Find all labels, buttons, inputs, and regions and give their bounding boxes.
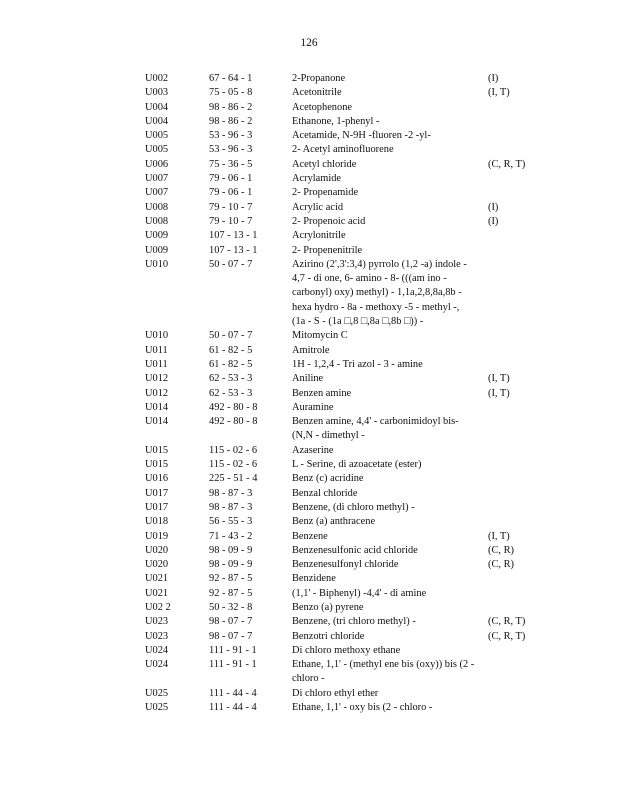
waste-code: U008: [145, 201, 169, 213]
substance-name: [292, 587, 488, 601]
cas-number: 75 - 36 - 5: [209, 158, 253, 170]
substance-name: [292, 72, 488, 86]
substance-name-line: Mitomycin C: [292, 330, 348, 342]
cas-number: 67 - 64 - 1: [209, 73, 253, 84]
table-row: [145, 372, 545, 386]
hazard-code: (C, R): [488, 544, 514, 556]
hazard-code: [488, 401, 545, 415]
substance-name-line: Benzidene: [292, 573, 336, 585]
hazard-code: [488, 458, 545, 472]
waste-code: U005: [145, 144, 169, 156]
cas-number: 111 - 44 - 4: [209, 702, 257, 714]
substance-name-line: Auramine: [292, 401, 334, 413]
substance-name: [292, 515, 488, 529]
waste-code: U010: [145, 258, 169, 270]
table-row: [145, 544, 545, 558]
waste-code: U025: [145, 687, 169, 699]
hazard-code: [488, 258, 545, 329]
cas-number: 92 - 87 - 5: [209, 573, 253, 585]
substance-name-line: Benzo (a) pyrene: [292, 601, 364, 613]
hazard-code: (I, T): [488, 87, 510, 99]
substance-name-line: Acetophenone: [292, 101, 353, 113]
substance-name: [292, 601, 488, 615]
cas-number: 98 - 09 - 9: [209, 544, 253, 556]
waste-code: U012: [145, 373, 169, 385]
cas-number: 61 - 82 - 5: [209, 344, 253, 356]
cas-number: 56 - 55 - 3: [209, 516, 253, 528]
cas-number: 98 - 86 - 2: [209, 101, 253, 113]
waste-code: U004: [145, 115, 169, 127]
cas-number: 71 - 43 - 2: [209, 530, 253, 542]
table-row: [145, 401, 545, 415]
substance-name: [292, 329, 488, 343]
substance-name-line: Benzen amine, 4,4' - carbonimidoyl bis-: [292, 416, 459, 428]
table-row: [145, 515, 545, 529]
cas-number: 53 - 96 - 3: [209, 144, 253, 156]
substance-name-line: Di chloro ethyl ether: [292, 687, 379, 699]
waste-code: U018: [145, 516, 169, 528]
substance-name: [292, 487, 488, 501]
cas-number: 50 - 07 - 7: [209, 258, 253, 270]
substance-name-line: L - Serine, di azoacetate (ester): [292, 459, 422, 471]
table-row: [145, 143, 545, 157]
cas-number: 62 - 53 - 3: [209, 387, 253, 399]
substance-name: [292, 258, 488, 329]
substance-name-line: 1H - 1,2,4 - Tri azol - 3 - amine: [292, 358, 423, 370]
substance-name: [292, 358, 488, 372]
substance-name-line: Amitrole: [292, 344, 330, 356]
substance-name: [292, 201, 488, 215]
hazard-code: (C, R): [488, 559, 514, 571]
hazard-code: [488, 515, 545, 529]
waste-code: U009: [145, 230, 169, 242]
substance-name: [292, 701, 488, 715]
substance-name-line: Acrylic acid: [292, 201, 344, 213]
substance-name: [292, 644, 488, 658]
hazard-code: [488, 501, 545, 515]
cas-number: 79 - 10 - 7: [209, 201, 253, 213]
substance-name: [292, 687, 488, 701]
waste-code: U023: [145, 630, 169, 642]
waste-code: U017: [145, 501, 169, 513]
cas-number: 98 - 09 - 9: [209, 559, 253, 571]
table-row: [145, 501, 545, 515]
substance-name: [292, 372, 488, 386]
substance-name: [292, 544, 488, 558]
waste-code: U010: [145, 330, 169, 342]
waste-code: U014: [145, 401, 169, 413]
substance-name-line: Acrylonitrile: [292, 230, 346, 242]
substance-name-line: Acetamide, N-9H -fluoren -2 -yl-: [292, 130, 431, 142]
substance-name: [292, 101, 488, 115]
substance-name-line: Benz (a) anthracene: [292, 516, 376, 528]
substance-name: [292, 501, 488, 515]
waste-code: U006: [145, 158, 169, 170]
substance-name: [292, 658, 488, 687]
substance-name-line: 2- Acetyl aminofluorene: [292, 144, 394, 156]
waste-code: U015: [145, 444, 169, 456]
table-row: [145, 644, 545, 658]
page-number: 126: [300, 37, 318, 49]
waste-code: U016: [145, 473, 169, 485]
hazard-code: [488, 329, 545, 343]
hazard-code: [488, 244, 545, 258]
cas-number: 107 - 13 - 1: [209, 244, 258, 256]
table-row: [145, 530, 545, 544]
hazard-code: (C, R, T): [488, 616, 526, 628]
hazard-code: (C, R, T): [488, 158, 526, 170]
table-row: [145, 687, 545, 701]
cas-number: 50 - 07 - 7: [209, 330, 253, 342]
waste-code: U007: [145, 173, 169, 185]
substance-name: [292, 244, 488, 258]
substance-name: [292, 444, 488, 458]
substance-name: [292, 558, 488, 572]
hazard-code: (I, T): [488, 387, 510, 399]
table-row: [145, 415, 545, 444]
hazardous-waste-table: [145, 72, 545, 715]
substance-name-line: Benzene, (tri chloro methyl) -: [292, 616, 416, 628]
substance-name-line: Benzenesulfonic acid chloride: [292, 544, 418, 556]
substance-name-line: Benzenesulfonyl chloride: [292, 559, 399, 571]
table-row: [145, 444, 545, 458]
substance-name-line: Benzen amine: [292, 387, 352, 399]
substance-name: [292, 458, 488, 472]
substance-name-line: Benzal chloride: [292, 487, 358, 499]
hazard-code: [488, 472, 545, 486]
table-row: [145, 186, 545, 200]
table-row: [145, 201, 545, 215]
hazard-code: [488, 344, 545, 358]
substance-name: [292, 472, 488, 486]
substance-name: [292, 401, 488, 415]
waste-code: U011: [145, 358, 168, 370]
hazard-code: [488, 172, 545, 186]
hazard-code: [488, 587, 545, 601]
substance-name-line: 4,7 - di one, 6- amino - 8- (((am ino -: [292, 273, 447, 285]
hazard-code: [488, 358, 545, 372]
substance-name-line: Acetyl chloride: [292, 158, 357, 170]
table-row: [145, 487, 545, 501]
waste-code: U021: [145, 573, 169, 585]
waste-code: U025: [145, 702, 169, 714]
hazard-code: [488, 415, 545, 444]
cas-number: 75 - 05 - 8: [209, 87, 253, 99]
substance-name: [292, 229, 488, 243]
waste-code: U014: [145, 416, 169, 428]
cas-number: 79 - 06 - 1: [209, 187, 253, 199]
waste-code: U004: [145, 101, 169, 113]
substance-name-line: Benzotri chloride: [292, 630, 365, 642]
hazard-code: [488, 101, 545, 115]
table-row: [145, 172, 545, 186]
substance-name-line: 2- Propenenitrile: [292, 244, 363, 256]
cas-number: 115 - 02 - 6: [209, 459, 258, 471]
substance-name: [292, 115, 488, 129]
cas-number: 111 - 44 - 4: [209, 687, 257, 699]
substance-name-line: Benzene, (di chloro methyl) -: [292, 501, 415, 513]
waste-code: U003: [145, 87, 169, 99]
hazard-code: (C, R, T): [488, 630, 526, 642]
table-row: [145, 72, 545, 86]
substance-name: [292, 387, 488, 401]
cas-number: 492 - 80 - 8: [209, 401, 258, 413]
substance-name-line: (1,1' - Biphenyl) -4,4' - di amine: [292, 587, 427, 599]
waste-code: U023: [145, 616, 169, 628]
hazard-code: [488, 701, 545, 715]
substance-name: [292, 615, 488, 629]
substance-name-line: (1a - S - (1a □,8 □,8a □,8b □)) -: [292, 316, 424, 328]
hazard-code: [488, 572, 545, 586]
hazard-code: [488, 186, 545, 200]
hazard-code: [488, 115, 545, 129]
substance-name: [292, 572, 488, 586]
cas-number: 492 - 80 - 8: [209, 416, 258, 428]
substance-name-line: 2- Propenoic acid: [292, 215, 366, 227]
substance-name: [292, 630, 488, 644]
table-row: [145, 215, 545, 229]
substance-name: [292, 86, 488, 100]
table-row: [145, 587, 545, 601]
table-row: [145, 458, 545, 472]
hazard-code: (I): [488, 201, 499, 213]
table-row: [145, 572, 545, 586]
table-row: [145, 229, 545, 243]
substance-name-line: Di chloro methoxy ethane: [292, 644, 401, 656]
table-row: [145, 258, 545, 329]
table-row: [145, 244, 545, 258]
substance-name-line: carbonyl) oxy) methyl) - 1,1a,2,8,8a,8b -: [292, 287, 462, 299]
cas-number: 111 - 91 - 1: [209, 644, 257, 656]
table-row: [145, 658, 545, 687]
cas-number: 53 - 96 - 3: [209, 130, 253, 142]
hazard-code: (I, T): [488, 530, 510, 542]
hazard-code: [488, 229, 545, 243]
substance-name: [292, 186, 488, 200]
substance-name: [292, 172, 488, 186]
table-row: [145, 329, 545, 343]
waste-code: U007: [145, 187, 169, 199]
hazard-code: (I, T): [488, 373, 510, 385]
waste-code: U005: [145, 130, 169, 142]
waste-code: U008: [145, 215, 169, 227]
substance-name-line: (N,N - dimethyl -: [292, 430, 365, 442]
cas-number: 98 - 86 - 2: [209, 115, 253, 127]
table-row: [145, 601, 545, 615]
substance-name: [292, 415, 488, 444]
cas-number: 79 - 10 - 7: [209, 215, 253, 227]
substance-name-line: Benzene: [292, 530, 328, 542]
hazard-code: [488, 129, 545, 143]
substance-name-line: Acrylamide: [292, 173, 342, 185]
hazard-code: [488, 143, 545, 157]
waste-code: U015: [145, 459, 169, 471]
hazard-code: (I): [488, 215, 499, 227]
waste-code: U017: [145, 487, 169, 499]
substance-name: [292, 530, 488, 544]
table-row: [145, 358, 545, 372]
cas-number: 98 - 07 - 7: [209, 630, 253, 642]
cas-number: 111 - 91 - 1: [209, 659, 257, 671]
substance-name-line: 2-Propanone: [292, 73, 346, 84]
waste-code: U020: [145, 544, 169, 556]
substance-name: [292, 143, 488, 157]
table-row: [145, 158, 545, 172]
substance-name-line: hexa hydro - 8a - methoxy -5 - methyl -,: [292, 301, 460, 313]
table-row: [145, 701, 545, 715]
table-row: [145, 129, 545, 143]
substance-name-line: Benz (c) acridine: [292, 473, 364, 485]
table-row: [145, 86, 545, 100]
cas-number: 115 - 02 - 6: [209, 444, 258, 456]
hazard-code: [488, 658, 545, 687]
table-row: [145, 630, 545, 644]
cas-number: 62 - 53 - 3: [209, 373, 253, 385]
substance-name-line: Acetonitrile: [292, 87, 342, 99]
table-row: [145, 115, 545, 129]
table-row: [145, 558, 545, 572]
waste-code: U002: [145, 73, 169, 84]
cas-number: 107 - 13 - 1: [209, 230, 258, 242]
hazard-code: [488, 687, 545, 701]
waste-code: U011: [145, 344, 168, 356]
hazard-code: [488, 444, 545, 458]
hazard-code: [488, 644, 545, 658]
table-row: [145, 387, 545, 401]
cas-number: 98 - 07 - 7: [209, 616, 253, 628]
table-row: [145, 615, 545, 629]
cas-number: 225 - 51 - 4: [209, 473, 258, 485]
substance-name-line: Ethane, 1,1' - (methyl ene bis (oxy)) bis (2 -: [292, 659, 475, 671]
substance-name: [292, 215, 488, 229]
substance-name: [292, 158, 488, 172]
substance-name-line: Ethane, 1,1' - oxy bis (2 - chloro -: [292, 702, 433, 714]
table-row: [145, 344, 545, 358]
substance-name-line: Aniline: [292, 373, 324, 385]
waste-code: U020: [145, 559, 169, 571]
waste-code: U019: [145, 530, 169, 542]
substance-name: [292, 129, 488, 143]
substance-name-line: 2- Propenamide: [292, 187, 359, 199]
cas-number: 98 - 87 - 3: [209, 487, 253, 499]
waste-code: U009: [145, 244, 169, 256]
hazard-code: [488, 487, 545, 501]
substance-name-line: Azirino (2',3':3,4) pyrrolo (1,2 -a) indole -: [292, 258, 467, 270]
waste-code: U024: [145, 644, 169, 656]
substance-name-line: chloro -: [292, 673, 325, 685]
waste-code: U02 2: [145, 601, 171, 613]
cas-number: 79 - 06 - 1: [209, 173, 253, 185]
table-row: [145, 472, 545, 486]
waste-code: U021: [145, 587, 169, 599]
waste-code: U012: [145, 387, 169, 399]
waste-code: U024: [145, 659, 169, 671]
cas-number: 98 - 87 - 3: [209, 501, 253, 513]
substance-name-line: Ethanone, 1-phenyl -: [292, 115, 380, 127]
substance-name: [292, 344, 488, 358]
cas-number: 92 - 87 - 5: [209, 587, 253, 599]
substance-name-line: Azaserine: [292, 444, 334, 456]
cas-number: 61 - 82 - 5: [209, 358, 253, 370]
hazard-code: [488, 601, 545, 615]
hazard-code: (I): [488, 73, 499, 84]
cas-number: 50 - 32 - 8: [209, 601, 253, 613]
table-row: [145, 101, 545, 115]
